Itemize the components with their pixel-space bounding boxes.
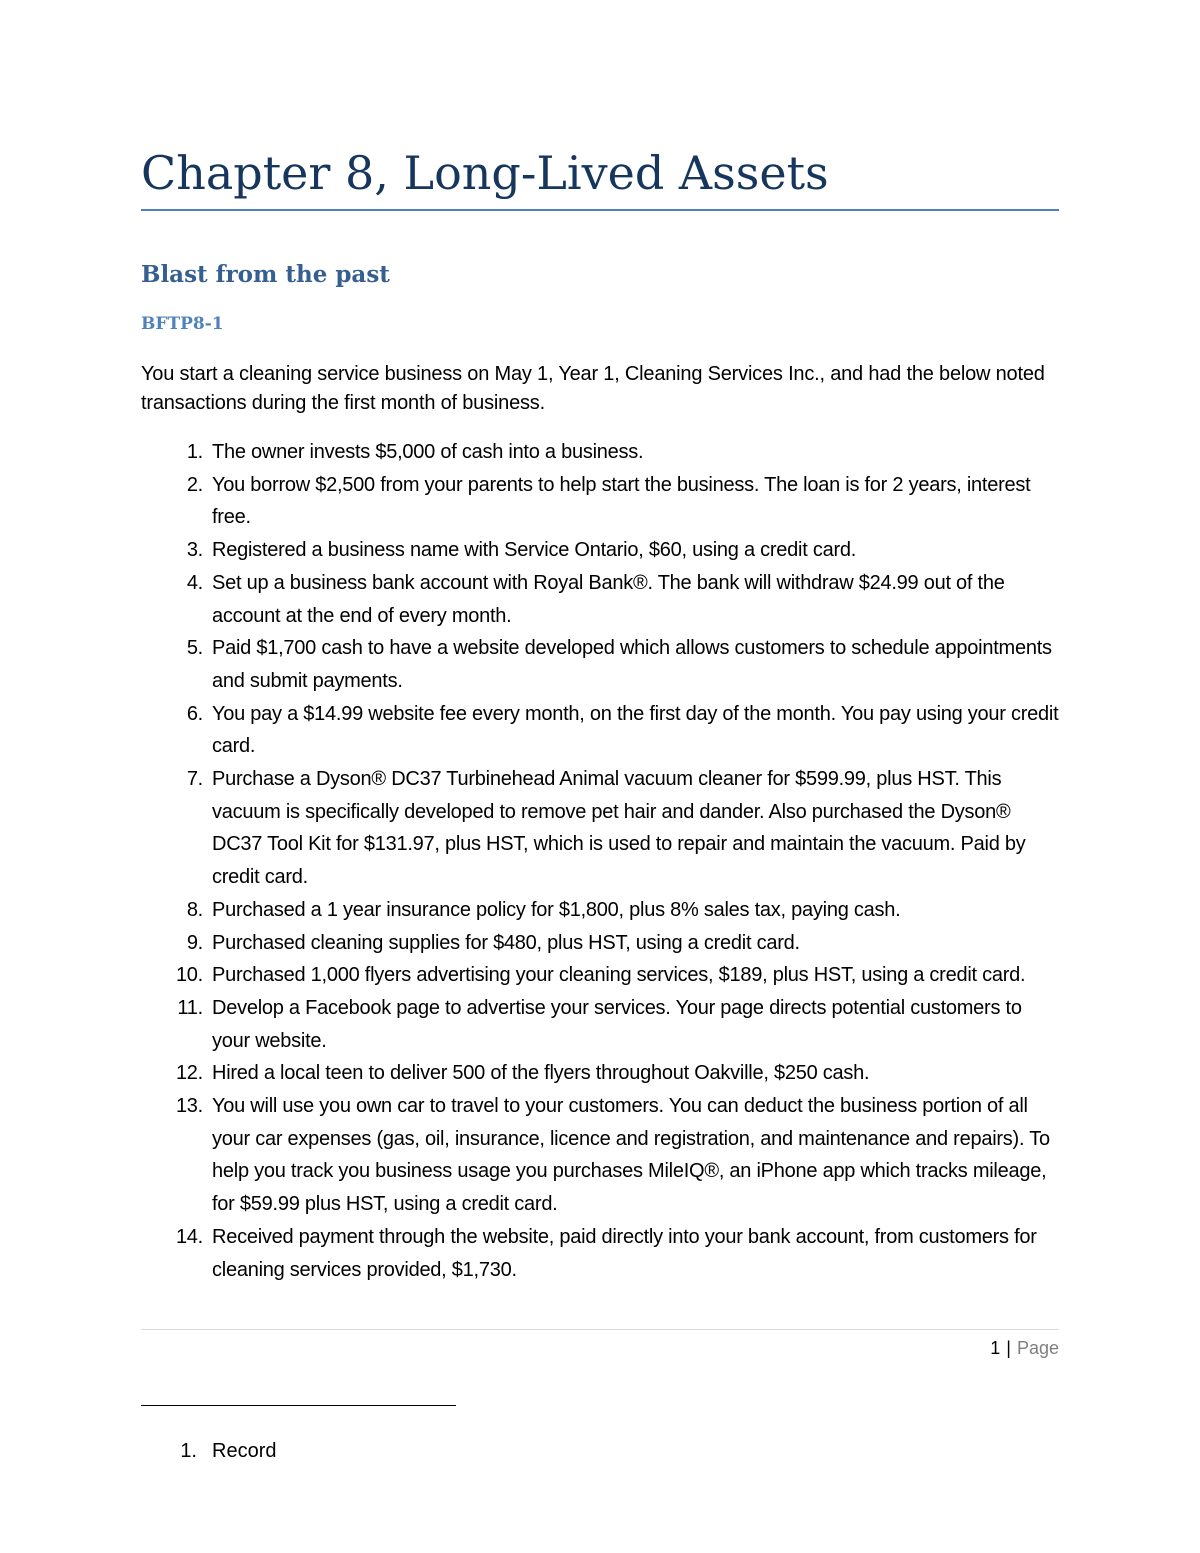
list-item-text: The owner invests $5,000 of cash into a business. [212,441,644,463]
list-item-text: Paid $1,700 cash to have a website developed which allows customers to schedule appointments and submit payments. [212,637,1052,692]
list-item-number: 6. [186,702,203,725]
list-item-text: Purchased cleaning supplies for $480, plus HST, using a credit card. [212,931,800,954]
list-item-number: 5. [186,637,203,660]
list-item-text: You will use you own car to travel to your customers. You can deduct the business portion of all your car expenses (gas, oil, insurance, licence and registration, and maintenance and repairs). To help you track you business usage you purchases MileIQ®, an iPhone app which tracks mileage, for $59.99 plus HST, using a credit card. [212,1095,1050,1216]
page-separator: | [1006,1338,1011,1358]
list-item-number: 3. [186,539,203,562]
list-item-number: 4. [186,571,203,594]
list-item-text: Develop a Facebook page to advertise your services. Your page directs potential customers to your website. [212,996,1022,1052]
list-item-number: 11. [177,996,203,1019]
list-item-text: You borrow $2,500 from your parents to help start the business. The loan is for 2 years, interest free. [212,473,1031,529]
footer-divider [141,1329,1059,1330]
list-item-text: Received payment through the website, paid directly into your bank account, from customers for cleaning services provided, $1,730. [212,1225,1037,1281]
list-item [141,632,1059,697]
list-item [141,992,1059,1057]
list-item-text: Purchase a Dyson® DC37 Turbinehead Animal vacuum cleaner for $599.99, plus HST. This vacuum is specifically developed to remove pet hair and dander. Also purchased the Dyson® DC37 Tool Kit for $131.97, plus HST, which is used to repair and maintain the vacuum. Paid by credit card. [212,768,1026,889]
list-item-number: 13. [175,1095,203,1118]
list-item-number: 9. [186,931,203,954]
list-item-number: 12. [175,1062,203,1085]
list-item-text: Purchased 1,000 flyers advertising your cleaning services, $189, plus HST, using a credit card. [212,964,1026,987]
page-number: 1 [990,1338,1001,1358]
next-page-list-item [141,1435,1059,1467]
list-item-number: 1. [186,441,203,463]
list-item-text: You pay a $14.99 website fee every month, on the first day of the month. You pay using your credit card. [212,702,1059,758]
list-item [141,436,1059,469]
footnote-separator [141,1405,456,1406]
list-item [141,763,1059,894]
subsection-heading: BFTP8-1 [141,314,224,334]
page-footer [859,1336,1059,1360]
section-heading: Blast from the past [141,261,390,288]
list-item-number: 1. [180,1440,197,1462]
intro-paragraph: You start a cleaning service business on May 1, Year 1, Cleaning Services Inc., and had the below noted transactions during the first month of business. [141,363,1045,414]
list-item [141,567,1059,632]
list-item [141,1090,1059,1221]
list-item [141,534,1059,567]
list-item-text: Registered a business name with Service Ontario, $60, using a credit card. [212,539,857,562]
list-item [141,469,1059,534]
list-item-text: Record [212,1440,277,1462]
list-item [141,1057,1059,1090]
document-title: Chapter 8, Long-Lived Assets [141,146,829,200]
list-item-text: Hired a local teen to deliver 500 of the flyers throughout Oakville, $250 cash. [212,1062,870,1085]
list-item-number: 10. [175,964,203,987]
list-item [141,959,1059,992]
list-item-number: 8. [186,898,203,921]
list-item-text: Purchased a 1 year insurance policy for $1,800, plus 8% sales tax, paying cash. [212,898,901,921]
list-item [141,698,1059,763]
list-item [141,927,1059,960]
list-item-number: 2. [186,473,203,496]
list-item-text: Set up a business bank account with Royal Bank®. The bank will withdraw $24.99 out of the account at the end of every month. [212,571,1005,627]
page-label: Page [1016,1338,1059,1358]
transaction-list [141,436,1059,1286]
title-underline [141,209,1059,211]
list-item-number: 14. [175,1225,203,1248]
list-item [141,1221,1059,1286]
list-item-number: 7. [186,768,203,791]
list-item [141,894,1059,927]
